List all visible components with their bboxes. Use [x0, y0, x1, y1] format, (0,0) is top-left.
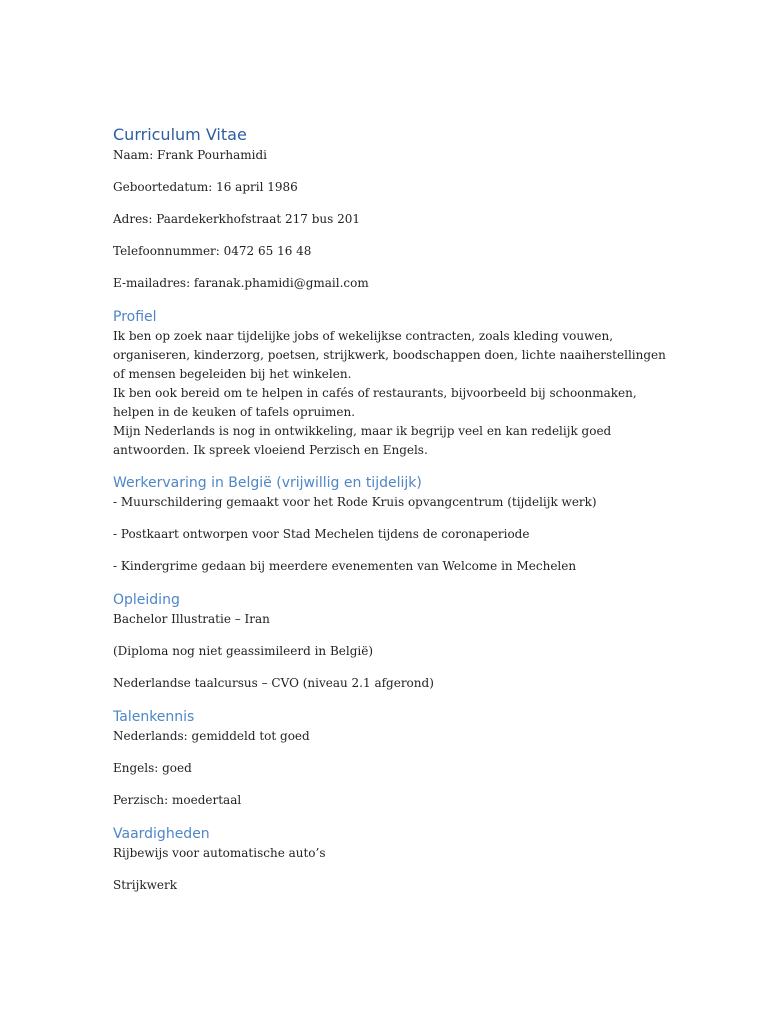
address-line: Adres: Paardekerkhofstraat 217 bus 201	[113, 212, 361, 226]
experience-item: - Muurschildering gemaakt voor het Rode Kruis opvangcentrum (tijdelijk werk)	[113, 495, 597, 509]
education-item: Nederlandse taalcursus – CVO (niveau 2.1 afgerond)	[113, 676, 434, 690]
education-heading: Opleiding	[113, 592, 180, 608]
document-title: Curriculum Vitae	[113, 125, 247, 144]
profile-line: Ik ben op zoek naar tijdelijke jobs of wekelijkse contracten, zoals kleding vouwen,	[113, 329, 614, 343]
language-item: Nederlands: gemiddeld tot goed	[113, 729, 310, 743]
skill-item: Strijkwerk	[113, 878, 177, 892]
language-item: Engels: goed	[113, 761, 192, 775]
profile-line: Mijn Nederlands is nog in ontwikkeling, maar ik begrijp veel en kan redelijk goed	[113, 424, 612, 438]
profile-line: Ik ben ook bereid om te helpen in cafés of restaurants, bijvoorbeeld bij schoonmaken,	[113, 386, 637, 400]
profile-heading: Profiel	[113, 309, 157, 325]
experience-item: - Postkaart ontworpen voor Stad Mechelen tijdens de coronaperiode	[113, 527, 530, 541]
name-line: Naam: Frank Pourhamidi	[113, 148, 267, 162]
profile-line: of mensen begeleiden bij het winkelen.	[113, 367, 352, 381]
experience-heading: Werkervaring in België (vrijwillig en tijdelijk)	[113, 475, 422, 491]
email-line: E-mailadres: faranak.phamidi@gmail.com	[113, 276, 369, 290]
education-item: (Diploma nog niet geassimileerd in België)	[113, 644, 374, 658]
skills-heading: Vaardigheden	[113, 826, 210, 842]
language-item: Perzisch: moedertaal	[113, 793, 242, 807]
profile-line: antwoorden. Ik spreek vloeiend Perzisch en Engels.	[113, 443, 428, 457]
profile-paragraph	[113, 327, 666, 460]
phone-line: Telefoonnummer: 0472 65 16 48	[113, 244, 312, 258]
profile-line: organiseren, kinderzorg, poetsen, strijkwerk, boodschappen doen, lichte naaiherstellingen	[113, 348, 666, 362]
experience-item: - Kindergrime gedaan bij meerdere evenementen van Welcome in Mechelen	[113, 559, 577, 573]
education-item: Bachelor Illustratie – Iran	[113, 612, 270, 626]
skill-item: Rijbewijs voor automatische auto’s	[113, 846, 326, 860]
cv-document	[113, 124, 666, 895]
languages-heading: Talenkennis	[113, 709, 195, 725]
birthdate-line: Geboortedatum: 16 april 1986	[113, 180, 298, 194]
profile-line: helpen in de keuken of tafels opruimen.	[113, 405, 356, 419]
